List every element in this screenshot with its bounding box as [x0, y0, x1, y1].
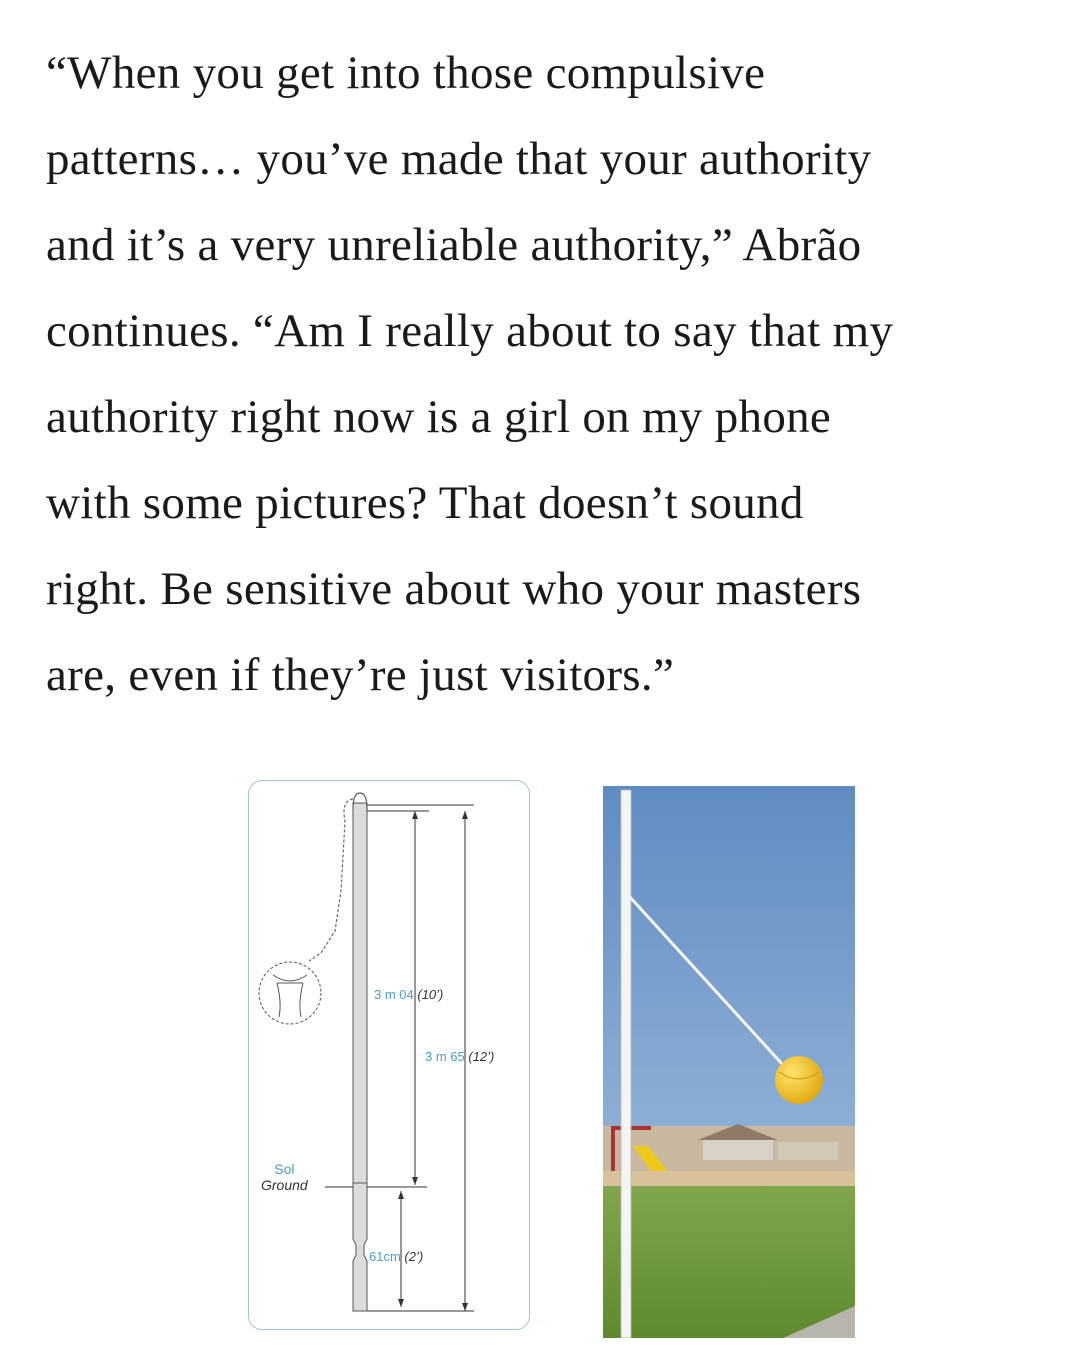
- quote-line: continues. “Am I really about to say that my: [46, 305, 894, 357]
- quote-line: patterns… you’ve made that your authority: [46, 133, 872, 185]
- dim-metric: 3 m 65: [425, 1049, 465, 1064]
- house-shape: [703, 1138, 773, 1160]
- buried-pole-shape: [353, 1183, 367, 1311]
- dimension-label-total: [425, 1049, 494, 1064]
- dim-imperial: (12’): [468, 1049, 495, 1064]
- quote-line: with some pictures? That doesn’t sound: [46, 477, 804, 529]
- tetherball-diagram: [248, 780, 530, 1330]
- quote-line: are, even if they’re just visitors.”: [46, 649, 675, 701]
- ground-label-french: Sol: [274, 1161, 295, 1177]
- quote-line: right. Be sensitive about who your masters: [46, 563, 862, 615]
- quote-line: “When you get into those compulsive: [46, 47, 766, 99]
- ball-icon: [259, 962, 321, 1024]
- grass-shape: [603, 1186, 855, 1338]
- quote-line: and it’s a very unreliable authority,” Abrão: [46, 219, 862, 271]
- photo-drawing: [603, 786, 855, 1338]
- pole-shape: [621, 790, 631, 1338]
- dimension-label-upper: [374, 987, 443, 1002]
- dim-imperial: (10’): [417, 987, 444, 1002]
- tetherball-photo: [603, 786, 855, 1338]
- ground-label: [261, 1161, 308, 1193]
- dimension-label-buried: [369, 1249, 423, 1264]
- ground-label-english: Ground: [261, 1177, 308, 1193]
- quote-text: [46, 30, 1056, 718]
- pole-shape: [353, 803, 367, 1183]
- rope-shape: [309, 799, 353, 961]
- ball-icon: [775, 1056, 823, 1104]
- dim-imperial: (2’): [404, 1249, 424, 1264]
- quote-line: authority right now is a girl on my phone: [46, 391, 832, 443]
- dim-metric: 3 m 04: [374, 987, 414, 1002]
- dim-metric: 61cm: [369, 1249, 401, 1264]
